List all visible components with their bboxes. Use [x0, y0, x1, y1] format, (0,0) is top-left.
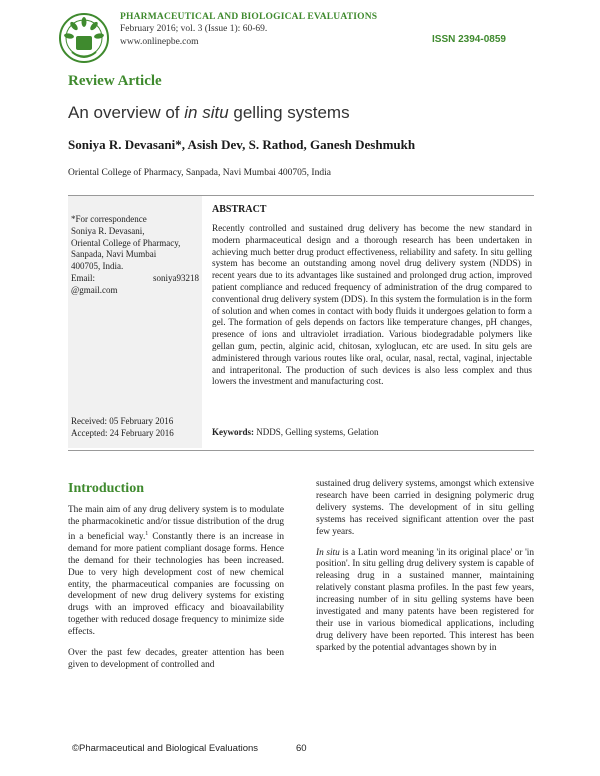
email-link[interactable]: soniya93218: [153, 272, 199, 283]
body-column-right: [316, 479, 534, 664]
article-title: An overview of in situ gelling systems: [68, 103, 350, 122]
page-number: 60: [296, 743, 307, 754]
paragraph: In situ is a Latin word meaning 'in its original place' or 'in position'. In situ gelling drug delivery system is capable of releasing drug in a sustained manner, maintaining relatively constant plasma profiles. In the past few years, increasing number of in situ gelling systems have been investigated and many patents have been registered for their use in various biomedical applications, including drug delivery have been reported. This interest has been sparked by the potential advantages shown by in: [316, 547, 534, 653]
abstract-heading: ABSTRACT: [212, 204, 267, 215]
paragraph: Over the past few decades, greater attention has been given to development of controlled and: [68, 648, 284, 670]
received-dates: Received: 05 February 2016 Accepted: 24 February 2016: [71, 416, 174, 438]
issue-line: February 2016; vol. 3 (Issue 1): 60-69.: [120, 24, 268, 34]
paragraph: sustained drug delivery systems, amongst which extensive research have been carried in designing polymeric drug delivery systems. The development of in situ gelling systems has received significant attention over the past few years.: [316, 479, 534, 537]
journal-logo: [58, 12, 110, 64]
article-type: Review Article: [68, 73, 162, 89]
keywords: Keywords: NDDS, Gelling systems, Gelation: [212, 427, 379, 437]
abstract-text: Recently controlled and sustained drug delivery has become the new standard in modern pharmaceutical design and a thorough research has been undertaken in achieving much better drug product effectiveness, reliability and safety. In situ gelling system has become an outstanding among novel drug delivery system (NDDS) in recent years due to its advantages like sustained and prolonged drug action, improved patient compliance and reduced frequency of administration of the drug compared to conventional drug delivery system (DDS). In this system the formulation is in the form of solution and when comes in contact with body fluids it undergoes gelation to form a gel. The formation of gels depends on factors like temperature changes, pH changes, presence of ions and ultraviolet irradiation. Various biodegradable polymers like gellan gum, pectin, alginic acid, chitosan, xyloglucan, etc are used. In situ gels are administered through various routes like oral, ocular, nasal, rectal, vaginal, injectable and intraperitonal. The production of such devices is also less complex and thus lowers the investment and manufacturing cost.: [212, 223, 532, 387]
footer-copyright: ©Pharmaceutical and Biological Evaluations: [72, 743, 259, 754]
paragraph: The main aim of any drug delivery system is to modulate the pharmacokinetic and/or tissue distribution of the drug in a beneficial way.$^1$ Constantly there is an increase in demand for more patient compliant dosage forms. Hence the demand for their technologies has been increased. Due to very high development cost of new chemical entity, the pharmaceutical companies are focussing on development of new drug delivery systems for existing drugs with an improved efficacy and bioavailability together with reduced dosage frequency to minimize side effects.: [68, 505, 284, 638]
journal-name: PHARMACEUTICAL AND BIOLOGICAL EVALUATIONS: [120, 12, 378, 22]
journal-website-link[interactable]: www.onlinepbe.com: [120, 37, 199, 47]
correspondence-info: *For correspondence Soniya R. Devasani, Oriental College of Pharmacy, Sanpada, Navi Mumbai 400705, India. Email: soniya93218 @gmail.com: [71, 214, 199, 295]
author-list: Soniya R. Devasani*, Asish Dev, S. Rathod, Ganesh Deshmukh: [68, 137, 416, 152]
affiliation: Oriental College of Pharmacy, Sanpada, Navi Mumbai 400705, India: [68, 168, 331, 178]
body-column-left: [68, 505, 284, 681]
section-heading-introduction: Introduction: [68, 481, 144, 496]
issn-label: ISSN 2394-0859: [432, 34, 506, 45]
